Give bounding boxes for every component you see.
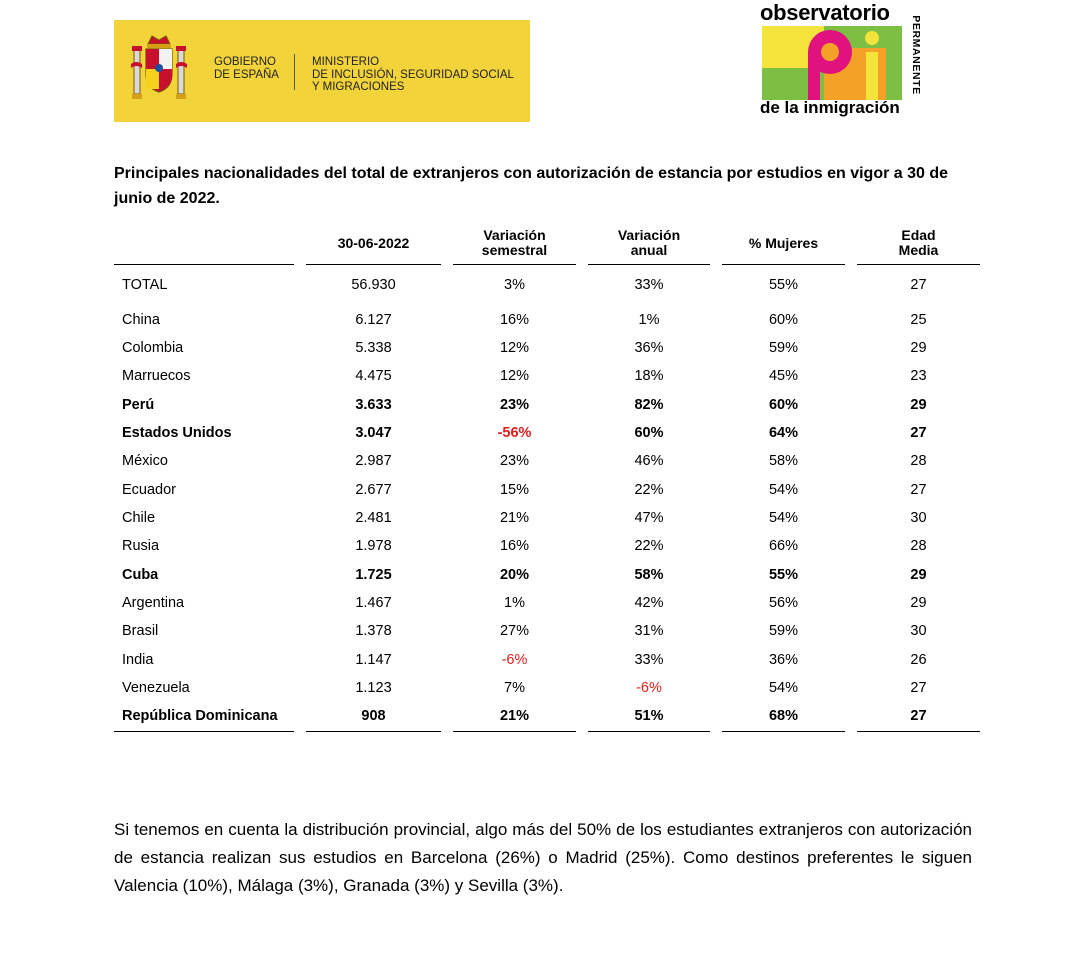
cell-mujeres: 68% — [722, 702, 845, 731]
cell-var-sem: -6% — [501, 651, 528, 668]
gov-name-line: GOBIERNO — [214, 56, 276, 68]
cell-edad: 30 — [910, 509, 927, 526]
cell-mujeres: 60% — [768, 396, 799, 413]
cell-name: Perú — [122, 396, 155, 413]
opi-logo — [758, 0, 928, 125]
header-label: % Mujeres — [748, 234, 819, 251]
cell-var-sem: 12% — [499, 339, 530, 356]
cell-name: Estados Unidos — [122, 424, 232, 441]
cell-var-anual: 51% — [588, 702, 710, 731]
cell-name: Venezuela — [122, 679, 190, 696]
cell-name: Marruecos — [122, 368, 191, 385]
opi-logo-vertical — [910, 2, 922, 112]
header-label: Media — [898, 242, 939, 258]
table-row — [114, 560, 980, 588]
cell-mujeres: 45% — [768, 368, 799, 385]
cell-value: 3.633 — [355, 396, 392, 413]
cell-mujeres: 55% — [768, 566, 799, 583]
coat-of-arms-icon — [130, 34, 188, 108]
cell-name: República Dominicana — [114, 702, 294, 731]
body-paragraph: Si tenemos en cuenta la distribución provincial, algo más del 50% de los estudiantes extranjeros con autorización de estancia realizan sus estudios en Barcelona (26%) o Madrid (25%). Como destinos preferentes le siguen Valencia (10%), Málaga (3%), Granada (3%) y Sevilla (3%). — [114, 820, 972, 895]
cell-edad: 27 — [910, 481, 927, 498]
ministry-line: Y MIGRACIONES — [312, 81, 405, 93]
cell-mujeres: 66% — [768, 538, 799, 555]
cell-var-sem: 1% — [504, 594, 525, 611]
gov-banner — [114, 20, 530, 122]
cell-var-anual: 22% — [634, 538, 664, 555]
cell-value: 1.378 — [355, 623, 392, 640]
table-row — [114, 532, 980, 560]
header-label: Variación — [483, 227, 546, 243]
cell-var-sem: 20% — [499, 566, 530, 583]
cell-name: Ecuador — [122, 481, 177, 498]
nationalities-table — [114, 228, 980, 732]
table-row — [114, 504, 980, 532]
header-label: semestral — [481, 242, 548, 258]
opi-logo-top-text: observatorio — [760, 0, 890, 25]
header-label: Variación — [617, 227, 681, 243]
cell-name: Chile — [122, 509, 156, 526]
cell-var-anual: 42% — [634, 594, 664, 611]
cell-var-anual: 46% — [634, 453, 664, 470]
banner-divider — [294, 54, 295, 90]
cell-edad: 27 — [910, 424, 927, 441]
cell-mujeres: 54% — [768, 509, 799, 526]
cell-value: 56.930 — [351, 277, 396, 294]
cell-var-anual: 1% — [638, 311, 660, 328]
cell-value: 5.338 — [355, 339, 392, 356]
cell-mujeres: 59% — [768, 623, 799, 640]
cell-edad: 29 — [910, 594, 927, 611]
cell-var-anual: 31% — [634, 623, 664, 640]
cell-name: Argentina — [122, 594, 185, 611]
table-title: Principales nacionalidades del total de extranjeros con autorización de estancia por estudios en vigor a 30 de junio de 2022. — [114, 165, 949, 207]
opi-logo-vertical-text: PERMANENTE — [910, 15, 922, 95]
cell-edad: 30 — [910, 623, 927, 640]
cell-name: TOTAL — [122, 277, 168, 294]
table-row — [114, 645, 980, 673]
gov-name-line: DE ESPAÑA — [214, 68, 279, 81]
cell-mujeres: 54% — [768, 679, 799, 696]
ministry-name — [312, 56, 514, 94]
cell-name: Colombia — [122, 339, 184, 356]
header-nationality — [114, 228, 294, 265]
header-var-semestral — [453, 228, 576, 265]
cell-var-anual: 60% — [634, 424, 664, 441]
cell-name: China — [122, 311, 160, 328]
cell-var-anual: 33% — [634, 277, 664, 294]
table-row — [114, 390, 980, 418]
header-var-anual — [588, 228, 710, 265]
cell-name: Cuba — [122, 566, 159, 583]
cell-edad: 27 — [910, 277, 927, 294]
cell-var-sem: 23% — [499, 453, 530, 470]
cell-mujeres: 55% — [768, 277, 799, 294]
cell-mujeres: 54% — [768, 481, 799, 498]
opi-graphic-icon — [762, 26, 902, 100]
cell-mujeres: 58% — [768, 453, 799, 470]
header-label: Edad — [901, 227, 936, 243]
cell-value: 6.127 — [355, 311, 392, 328]
cell-value: 1.147 — [355, 651, 392, 668]
cell-edad: 28 — [910, 538, 927, 555]
cell-name: México — [122, 453, 168, 470]
cell-edad: 29 — [910, 396, 927, 413]
header-date-label: 30-06-2022 — [337, 234, 410, 251]
header-mujeres — [722, 228, 845, 265]
cell-value: 2.481 — [355, 509, 392, 526]
cell-mujeres: 60% — [768, 311, 799, 328]
cell-var-sem: 16% — [499, 311, 530, 328]
cell-value: 1.123 — [355, 679, 392, 696]
cell-mujeres: 64% — [768, 424, 799, 441]
table-row — [114, 674, 980, 702]
cell-value: 1.467 — [355, 594, 392, 611]
cell-edad: 29 — [910, 339, 927, 356]
cell-var-anual: 58% — [634, 566, 664, 583]
cell-var-sem: 21% — [499, 509, 530, 526]
gov-name — [214, 56, 279, 81]
table-row — [114, 702, 980, 731]
table-row — [114, 589, 980, 617]
cell-var-sem: 21% — [453, 702, 576, 731]
cell-name: Rusia — [122, 538, 160, 555]
cell-edad: 26 — [910, 651, 927, 668]
cell-var-sem: 16% — [499, 538, 530, 555]
cell-var-sem: 3% — [504, 277, 525, 294]
cell-var-anual: 82% — [634, 396, 664, 413]
cell-var-anual: 22% — [634, 481, 664, 498]
table-row — [114, 419, 980, 447]
opi-logo-bottom-text: de la inmigración — [760, 98, 900, 117]
table-row-total — [114, 271, 980, 299]
cell-mujeres: 56% — [768, 594, 799, 611]
cell-edad: 27 — [910, 679, 927, 696]
cell-edad: 28 — [910, 453, 927, 470]
header-date — [306, 228, 441, 265]
table-row — [114, 475, 980, 503]
cell-var-anual: 33% — [634, 651, 664, 668]
cell-var-sem: 23% — [499, 396, 530, 413]
cell-var-anual: 36% — [634, 339, 664, 356]
cell-value: 1.978 — [355, 538, 392, 555]
cell-edad: 29 — [910, 566, 927, 583]
cell-edad: 25 — [910, 311, 927, 328]
cell-var-sem: 12% — [499, 368, 530, 385]
cell-value: 1.725 — [355, 566, 392, 583]
cell-value: 908 — [306, 702, 441, 731]
header-label: anual — [630, 242, 668, 258]
cell-name: Brasil — [122, 623, 159, 640]
cell-mujeres: 36% — [768, 651, 799, 668]
ministry-line: DE INCLUSIÓN, SEGURIDAD SOCIAL — [312, 68, 514, 81]
cell-var-sem: -56% — [497, 424, 532, 441]
table-header-row — [114, 228, 980, 265]
cell-value: 4.475 — [355, 368, 392, 385]
cell-name: India — [122, 651, 154, 668]
cell-edad: 23 — [910, 368, 927, 385]
cell-mujeres: 59% — [768, 339, 799, 356]
cell-value: 3.047 — [355, 424, 392, 441]
table-row — [114, 362, 980, 390]
cell-value: 2.987 — [355, 453, 392, 470]
table-row — [114, 447, 980, 475]
cell-var-anual: 47% — [634, 509, 664, 526]
cell-var-sem: 15% — [499, 481, 530, 498]
table-row — [114, 334, 980, 362]
cell-edad: 27 — [857, 702, 980, 731]
cell-var-anual: 18% — [634, 368, 664, 385]
cell-value: 2.677 — [355, 481, 392, 498]
table-row — [114, 617, 980, 645]
header-edad — [857, 228, 980, 265]
table-row — [114, 305, 980, 333]
cell-var-sem: 7% — [504, 679, 525, 696]
ministry-line: MINISTERIO — [312, 56, 380, 68]
cell-var-anual: -6% — [636, 679, 662, 696]
cell-var-sem: 27% — [499, 623, 530, 640]
